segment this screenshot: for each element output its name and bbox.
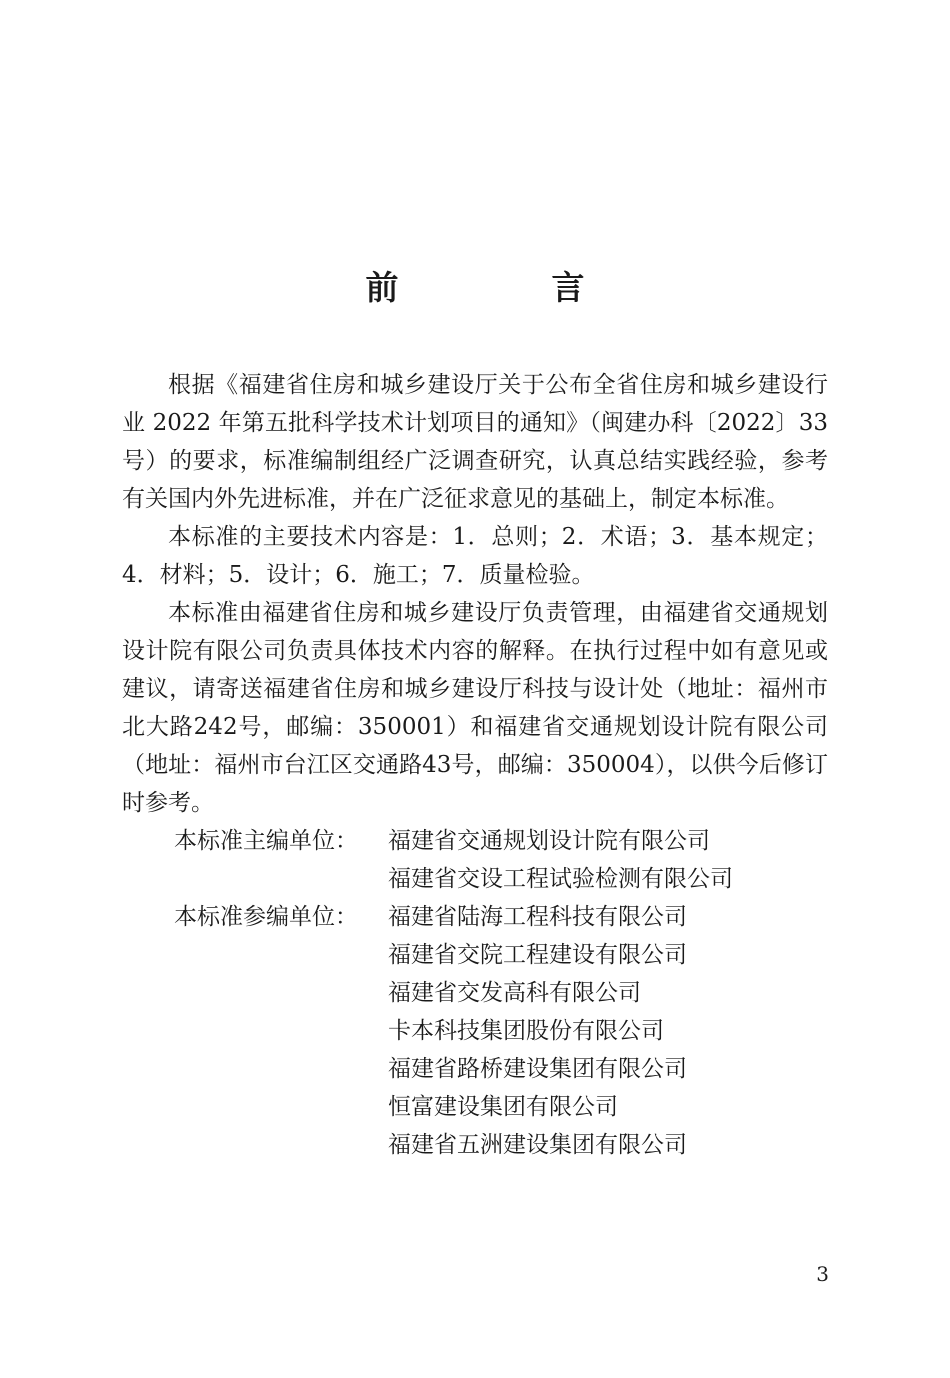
list-item: 福建省路桥建设集团有限公司 <box>388 1056 687 1082</box>
chief-units-list <box>388 822 828 898</box>
paragraph-management: 本标准由福建省住房和城乡建设厅负责管理，由福建省交通规划设计院有限公司负责具体技术内容的解释。在执行过程中如有意见或建议，请寄送福建省住房和城乡建设厅科技与设计处（地址：福州市北大路242号，邮编：350001）和福建省交通规划设计院有限公司（地址：福州市台江区交通路43号，邮编：350004），以供今后修订时参考。 <box>122 600 828 816</box>
list-item: 福建省陆海工程科技有限公司 <box>388 904 687 930</box>
list-item: 福建省交院工程建设有限公司 <box>388 942 687 968</box>
list-item: 福建省五洲建设集团有限公司 <box>388 1132 687 1158</box>
list-item: 恒富建设集团有限公司 <box>388 1094 618 1120</box>
list-item: 卡本科技集团股份有限公司 <box>388 1018 664 1044</box>
participating-units-list <box>388 898 828 1164</box>
list-item: 福建省交通规划设计院有限公司 <box>388 828 710 854</box>
preface-body <box>122 366 828 1164</box>
compiling-units <box>122 822 828 1164</box>
chief-units-row <box>122 822 828 898</box>
chief-units-label: 本标准主编单位： <box>174 828 358 854</box>
page-title: 前 言 <box>365 268 645 307</box>
paragraph-contents: 本标准的主要技术内容是：1．总则；2．术语；3．基本规定；4．材料；5．设计；6．施工；7．质量检验。 <box>122 524 828 588</box>
participating-units-row <box>122 898 828 1164</box>
paragraph-basis: 根据《福建省住房和城乡建设厅关于公布全省住房和城乡建设行业 2022 年第五批科学技术计划项目的通知》（闽建办科〔2022〕33 号）的要求，标准编制组经广泛调查研究，认真总结实践经验，参考有关国内外先进标准，并在广泛征求意见的基础上，制定本标准。 <box>122 372 828 512</box>
list-item: 福建省交发高科有限公司 <box>388 980 641 1006</box>
list-item: 福建省交设工程试验检测有限公司 <box>388 866 733 892</box>
page-number: 3 <box>816 1262 829 1286</box>
participating-units-label: 本标准参编单位： <box>174 904 358 930</box>
